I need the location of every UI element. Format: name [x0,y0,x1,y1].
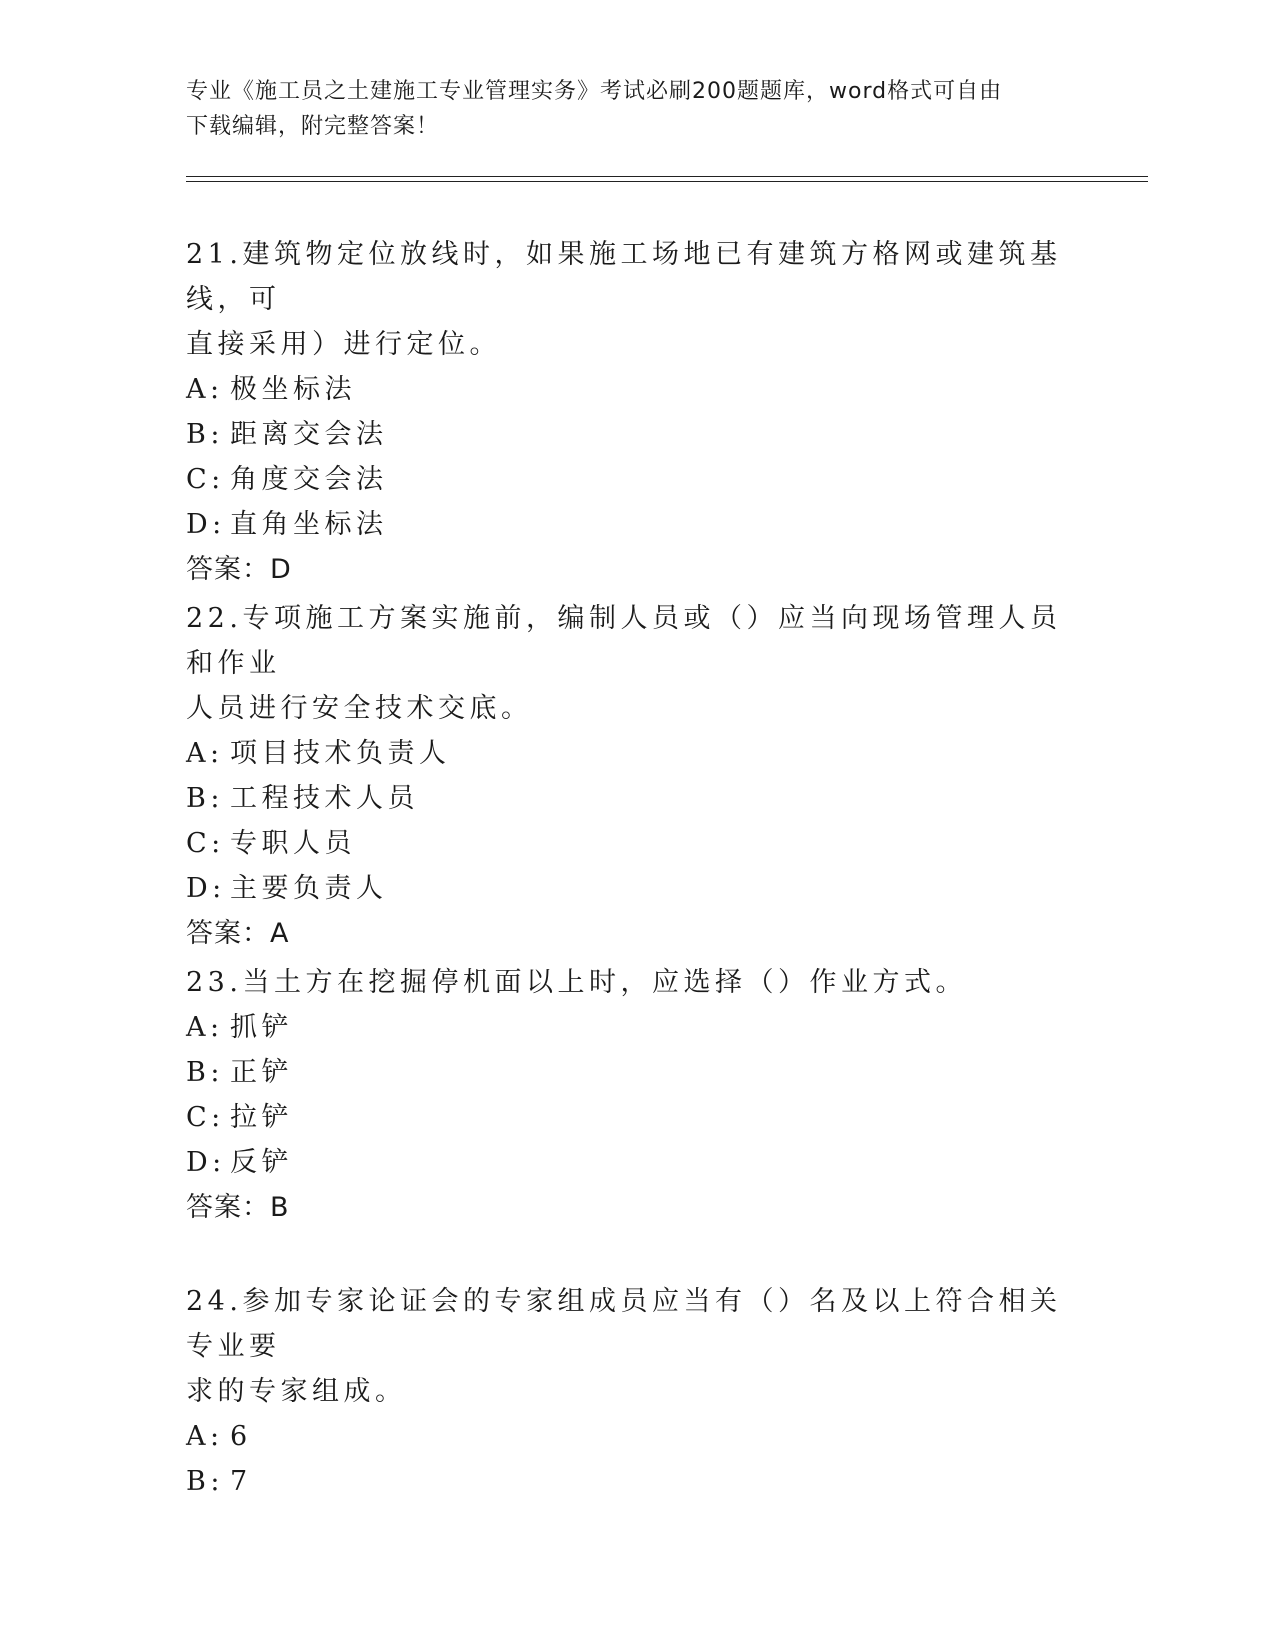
option-list [186,1414,1086,1504]
option-key: B: [186,1466,224,1497]
option-b [186,776,1086,821]
header-line-1: 专业《施工员之土建施工专业管理实务》考试必刷200题题库，word格式可自由 [186,79,1003,104]
option-key: D: [186,873,226,904]
option-key: C: [186,1102,225,1133]
option-text: 正铲 [230,1057,293,1088]
option-d [186,1140,1086,1185]
question-text-line-2: 人员进行安全技术交底。 [186,693,533,724]
option-list [186,367,1086,547]
option-key: A: [186,1012,224,1043]
question-text [186,1279,1086,1369]
option-text: 抓铲 [230,1012,293,1043]
option-key: B: [186,783,224,814]
question-number: 21. [186,239,243,270]
option-key: C: [186,828,225,859]
option-key: D: [186,1147,226,1178]
option-list [186,731,1086,911]
option-text: 6 [230,1421,252,1452]
option-key: A: [186,374,224,405]
option-text: 反铲 [230,1147,293,1178]
question-text-line-2: 直接采用）进行定位。 [186,329,501,360]
question-22 [186,596,1086,956]
question-number: 22. [186,603,243,634]
question-number: 23. [186,967,243,998]
document-header [186,74,1086,144]
option-text: 角度交会法 [230,464,388,495]
option-a [186,1414,1086,1459]
question-text-line-1: 专项施工方案实施前，编制人员或（）应当向现场管理人员和作业 [186,603,1062,679]
header-divider-bottom [186,181,1148,182]
option-text: 工程技术人员 [230,783,419,814]
option-a [186,731,1086,776]
question-text-line-1: 当土方在挖掘停机面以上时，应选择（）作业方式。 [242,967,967,998]
option-text: 7 [230,1466,252,1497]
option-d [186,866,1086,911]
question-text [186,232,1086,322]
option-a [186,367,1086,412]
question-text-line-1: 建筑物定位放线时，如果施工场地已有建筑方格网或建筑基线，可 [186,239,1062,315]
option-c [186,457,1086,502]
question-24 [186,1279,1086,1504]
option-b [186,1050,1086,1095]
header-divider-top [186,176,1148,177]
option-key: B: [186,419,224,450]
option-text: 专职人员 [230,828,356,859]
answer-label: 答案：B [186,1192,290,1223]
question-text [186,960,1086,1005]
question-21 [186,232,1086,592]
option-b [186,1459,1086,1504]
option-text: 距离交会法 [230,419,388,450]
option-key: A: [186,738,224,769]
option-d [186,502,1086,547]
option-text: 拉铲 [230,1102,293,1133]
option-text: 直角坐标法 [230,509,388,540]
option-key: C: [186,464,225,495]
option-key: A: [186,1421,224,1452]
option-a [186,1005,1086,1050]
option-text: 极坐标法 [230,374,356,405]
option-c [186,1095,1086,1140]
question-text [186,596,1086,686]
question-text-line-1: 参加专家论证会的专家组成员应当有（）名及以上符合相关专业要 [186,1286,1062,1362]
header-line-2: 下载编辑，附完整答案！ [186,114,440,139]
question-text-line-2: 求的专家组成。 [186,1376,407,1407]
answer-label: 答案：A [186,918,290,949]
option-text: 主要负责人 [230,873,388,904]
question-23 [186,960,1086,1230]
option-text: 项目技术负责人 [230,738,451,769]
option-list [186,1005,1086,1185]
option-key: B: [186,1057,224,1088]
question-number: 24. [186,1286,243,1317]
answer-label: 答案：D [186,554,292,585]
option-c [186,821,1086,866]
option-b [186,412,1086,457]
option-key: D: [186,509,226,540]
